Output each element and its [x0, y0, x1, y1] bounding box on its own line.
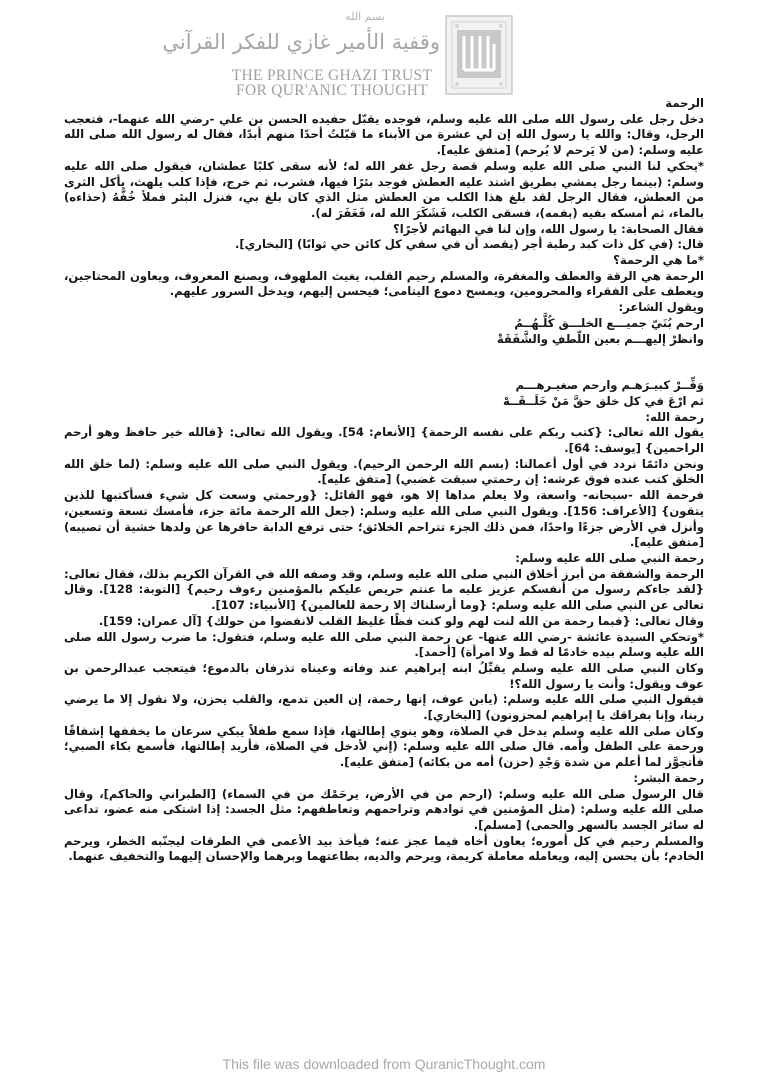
- logo-english-title: [222, 68, 442, 98]
- logo-english-line-2: FOR QUR'ANIC THOUGHT: [236, 82, 428, 99]
- logo-english-line-1: THE PRINCE GHAZI TRUST: [231, 67, 433, 84]
- logo-arabic-title: وقفية الأمير غازي للفكر القرآني: [162, 30, 440, 54]
- paragraph: دخل رجل على رسول الله صلى الله عليه وسلم، فوجده يقبّل حفيده الحسن بن علي -رضي الله عنهما-، فتعجب الرجل، وقال: والله يا رسول الله إن لي عشرة من الأبناء ما قبّلتُ أحدًا منهم أبدًا، فقال له رسول الله صلى الله عليه وسلم: (من لا يَرحم لا يُرحم) [متفق عليه].: [64, 111, 704, 158]
- download-footer: This file was downloaded from QuranicThought.com: [222, 1056, 546, 1072]
- article-title: الرحمة: [665, 96, 704, 110]
- poem-line: ارحم بُنَيّ جميـــع الخلـــق كُلَّـهُــمُ: [514, 315, 704, 330]
- spacer: [64, 347, 704, 378]
- paragraph: الرحمة هي الرقة والعطف والمغفرة، والمسلم رحيم القلب، يغيث الملهوف، ويصنع المعروف، ويعاون المحتاجين، ويعطف على الفقراء والمحرومين، ويمسح دموع اليتامى؛ فيحسن إليهم، ويدخل السرور عليهم.: [64, 268, 704, 299]
- poem-line: وانظرْ إليهـــم بعين اللّطفِ والشَّفَقَةْ: [496, 331, 704, 346]
- paragraph: وكان صلى الله عليه وسلم يدخل في الصلاة، وهو ينوي إطالتها، فإذا سمع طفلاً يبكي سرعان ما يخففها إشفاقًا ورحمة على الطفل وأمه. قال صلى الله عليه وسلم: (إني لأدخل في الصلاة، فأريد إطالتها، فأسمع بكاء الصبي؛ فأتجوَّز لما أعلم من شدة وَجْدِ (حزن) أمه من بكائه) [متفق عليه].: [64, 723, 704, 770]
- section-heading: رحمة الله:: [645, 409, 704, 424]
- paragraph: وكان النبي صلى الله عليه وسلم يقبِّلُ ابنه إبراهيم عند وفاته وعيناه تذرفان بالدموع؛ فيتعجب عبدالرحمن بن عوف ويقول: وأنت يا رسول الله؟!: [64, 660, 704, 691]
- poem-line: ثم ارْعَ في كل خلق حقَّ مَنْ خَلَــقَــهْ: [503, 393, 704, 408]
- paragraph: *وتحكي السيدة عائشة -رضي الله عنها- عن رحمة النبي صلى الله عليه وسلم، فتقول: ما ضرب رسول الله صلى الله عليه وسلم بيده خادمًا له قط ولا امرأة) [أحمد].: [64, 629, 704, 660]
- paragraph: وقال تعالى: {فبما رحمة من الله لنت لهم ولو كنت فظًا غليظ القلب لانفضوا من حولك} [آل عمران: 159].: [98, 613, 704, 628]
- article-body: [64, 96, 704, 865]
- paragraph: قال الرسول صلى الله عليه وسلم: (ارحم من في الأرض، يرحَمْك من في السماء) [الطبراني والحاكم]، وقال صلى الله عليه وسلم: (مثل المؤمنين في توادهم وتراحمهم وتعاطفهم: مثل الجسد: إذا اشتكى منه عضو، تداعى له سائر الجسد بالسهر والحمى) [مسلم].: [64, 786, 704, 832]
- paragraph: قال: (في كل ذات كبد رطبة أجر (يقصد أن في سقي كل كائن حي ثوابًا) [البخاري].: [234, 237, 704, 252]
- paragraph: فرحمة الله -سبحانه- واسعة، ولا يعلم مداها إلا هو، فهو القائل: {ورحمتي وسعت كل شيء فسأكتبها للذين يتقون} [الأعراف: 156]. ويقول النبي صلى الله عليه وسلم: (جعل الله الرحمة مائة جزء، فأمسك تسعة وتسعين، وأنزل في الأرض جزءًا واحدًا، فمن ذلك الجزء تتراحم الخلائق؛ حتى ترفع الدابة حافرها عن ولدها خشية أن تصيبه) [متفق عليه].: [64, 488, 704, 550]
- section-heading: *ما هي الرحمة؟: [613, 253, 704, 268]
- paragraph: الرحمة والشفقة من أبرز أخلاق النبي صلى الله عليه وسلم، وقد وصفه الله في القرآن الكريم بذلك، فقال تعالى: {لقد جاءكم رسول من أنفسكم عزيز عليه ما عنتم حريص عليكم بالمؤمنين رءوف رحيم} [التوبة: 128]. وقال تعالى عن النبي صلى الله عليه وسلم: {وما أرسلناك إلا رحمة للعالمين} [الأنبياء: 107].: [64, 566, 704, 613]
- paragraph: يقول الله تعالى: {كتب ربكم على نفسه الرحمة} [الأنعام: 54]. ويقول الله تعالى: {فالله خير حافظ وهو أرحم الراحمين} [يوسف: 64].: [64, 425, 704, 456]
- calligraphy-square-emblem-icon: [444, 14, 514, 96]
- section-heading: رحمة البشر:: [633, 770, 704, 785]
- poem-line: وَقِّــرْ كبيـرَهـم وارحم صغيـرهـــم: [515, 378, 704, 393]
- logo-top-script: بسم الله: [345, 10, 385, 23]
- section-heading: رحمة النبي صلى الله عليه وسلم:: [515, 550, 704, 565]
- paragraph: فيقول النبي صلى الله عليه وسلم: (يابن عوف، إنها رحمة، إن العين تدمع، والقلب يحزن، ولا نقول إلا ما يرضي ربنا، وإنا بفراقك يا إبراهيم لمحزونون) [البخاري].: [64, 692, 704, 723]
- paragraph: ويقول الشاعر:: [618, 300, 704, 315]
- paragraph: ونحن دائمًا نردد في أول أعمالنا: (بسم الله الرحمن الرحيم). ويقول النبي صلى الله عليه وسلم: (لما خلق الله الخلق كتب عنده فوق عرشه: إن رحمتي سبقت غضبي) [متفق عليه].: [64, 456, 704, 487]
- paragraph: فقال الصحابة: يا رسول الله، وإن لنا في البهائم لأجرًا؟: [392, 221, 704, 236]
- page-header: [162, 8, 560, 108]
- paragraph: *يحكي لنا النبي صلى الله عليه وسلم قصة رجل غفر الله له؛ لأنه سقى كلبًا عطشان، فيقول صلى الله عليه وسلم: (بينما رجل يمشي بطريق اشتد عليه العطش فوجد بئرًا فيها، فشرب، ثم خرج، فإذا كلب يلهث، يأكل الثرى من العطش، فقال الرجل لقد بلغ هذا الكلب من العطش مثل الذي كان بلغ بي، فنزل البئر فملأ خُفَّهُ (حذاءه) بالماء، ثم أمسكه بفيه (بفمه)، فسقى الكلب، فَشَكَرَ الله له، فَغَفَرَ له).: [64, 158, 704, 220]
- paragraph: والمسلم رحيم في كل أموره؛ يعاون أخاه فيما عجز عنه؛ فيأخذ بيد الأعمى في الطرقات ليجنّبه الخطر، ويرحم الخادم؛ بأن يحسن إليه، ويعامله معاملة كريمة، ويرحم والديه، بطاعتهما وبرهما والإحسان إليهما والتخفيف عنهما.: [64, 833, 704, 864]
